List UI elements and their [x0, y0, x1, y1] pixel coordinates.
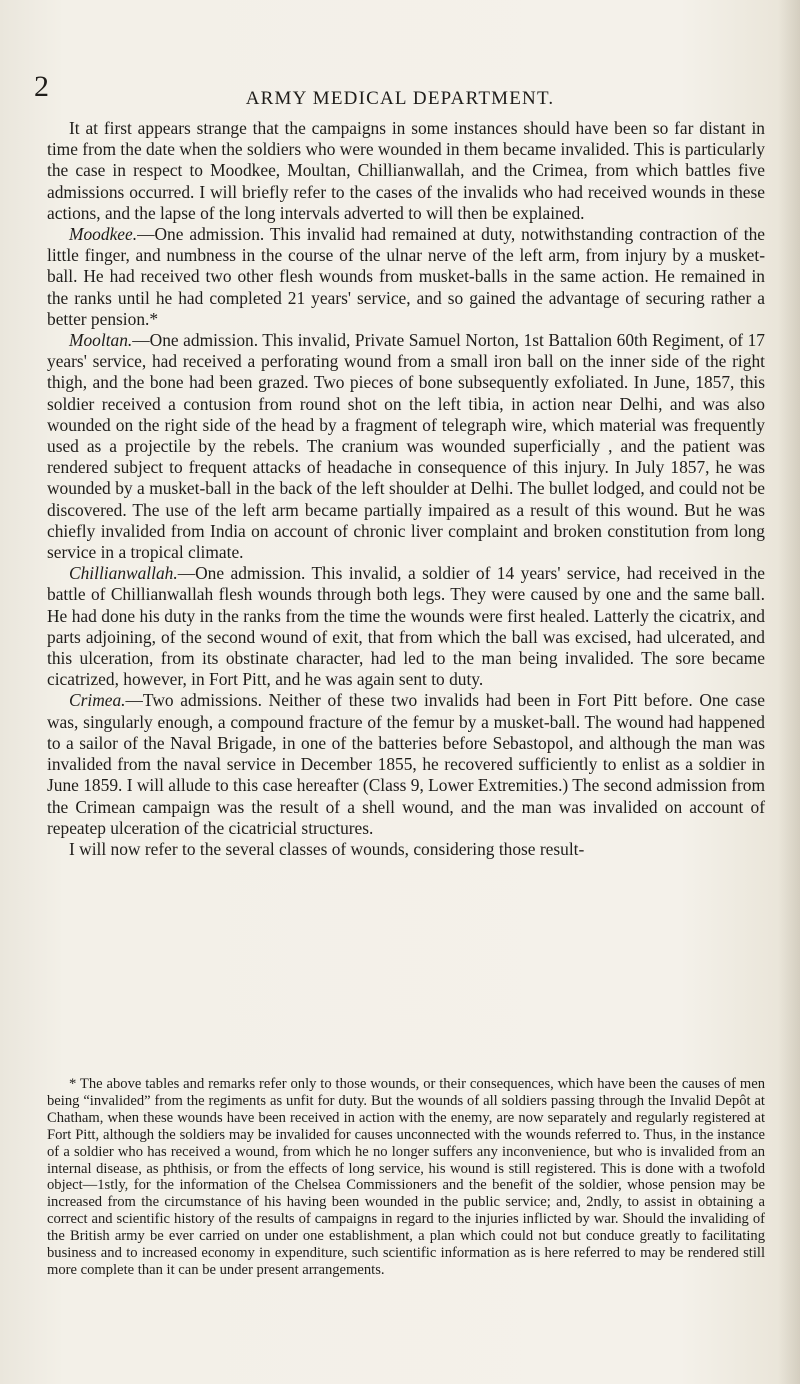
- page-number: 2: [34, 70, 49, 103]
- page-edge-shadow: [778, 0, 800, 1384]
- case-heading: Chillianwallah.: [69, 563, 178, 584]
- paragraph-closing: [47, 839, 765, 860]
- paragraph-crimea: [47, 690, 765, 838]
- paragraph-intro: [47, 118, 765, 224]
- paragraph-text: —One admission. This invalid, Private Samuel Norton, 1st Battalion 60th Regiment, of 17 years' service, had received a perforating wound from a small iron ball on the inner side of the right thigh, and the bone had been grazed. Two pieces of bone subsequently exfoliated. In June, 1857, this soldier received a contusion from round shot on the left tibia, in action near Delhi, and was also wounded on the right side of the head by a fragment of telegraph wire, which material was frequently used as a projectile by the rebels. The cranium was wounded superficially , and the patient was rendered subject to frequent attacks of headache in consequence of this injury. In July 1857, he was wounded by a musket-ball in the back of the left shoulder at Delhi. The bullet lodged, and could not be discovered. The use of the left arm became partially impaired as a result of this wound. But he was chiefly invalided from India on account of chronic liver complaint and broken constitution from long service in a tropical climate.: [47, 330, 765, 563]
- paragraph-text: I will now refer to the several classes of wounds, considering those result-: [69, 838, 585, 859]
- paragraph-chillianwallah: [47, 563, 765, 690]
- case-heading: Mooltan.: [69, 330, 133, 351]
- paragraph-text: —One admission. This invalid, a soldier of 14 years' service, had received in the battle of Chillianwallah flesh wounds through both legs. They were caused by one and the same ball. He had done his duty in the ranks from the time the wounds were first healed. Latterly the cicatrix, and parts adjoining, of the second wound of exit, that from which the ball was excised, had ulcerated, and this ulceration, from its obstinate character, had led to the man being invalided. The sore became cicatrized, however, in Fort Pitt, and he was again sent to duty.: [47, 563, 765, 690]
- running-title: ARMY MEDICAL DEPARTMENT.: [245, 88, 555, 109]
- footnote-text: * The above tables and remarks refer only to those wounds, or their consequences, which have been the causes of men being “invalided” from the regiments as unfit for duty. But the wounds of all soldiers passing through the Invalid Depôt at Chatham, when these wounds have been received in action with the enemy, are now separately and regularly registered at Fort Pitt, although the soldiers may be invalided for causes unconnected with the wounds referred to. Thus, in the instance of a soldier who has received a wound, from which he no longer suffers any inconvenience, but who is invalided from an internal disease, as phthisis, or from the effects of long service, his wound is still registered. This is done with a twofold object—1stly, for the information of the Chelsea Commissioners and the benefit of the soldier, whose pension may be increased from the circumstance of his having been wounded in the public service; and, 2ndly, to assist in obtaining a correct and scientific history of the results of campaigns in regard to the injuries inflicted by war. Should the invaliding of the British army be ever carried on under one establishment, a plan which could not but conduce greatly to facilitating business and to increased economy in expenditure, such scientific information as is here referred to may be rendered still more complete than it can be under present arrangements.: [47, 1076, 765, 1278]
- case-heading: Moodkee.: [69, 224, 138, 245]
- paragraph-mooltan: [47, 330, 765, 563]
- paragraph-text: It at first appears strange that the campaigns in some instances should have been so far distant in time from the date when the soldiers who were wounded in them became invalided. This is particularly the case in respect to Moodkee, Moultan, Chillianwallah, and the Crimea, from which battles five admissions occurred. I will briefly refer to the cases of the invalids who had received wounds in these actions, and the lapse of the long intervals adverted to will then be explained.: [47, 118, 765, 223]
- body-text: [47, 118, 765, 860]
- paragraph-text: —One admission. This invalid had remained at duty, notwithstanding contraction of the little finger, and numbness in the course of the ulnar nerve of the left arm, from injury by a musket-ball. He had received two other flesh wounds from musket-balls in the same action. He remained in the ranks until he had completed 21 years' service, and so gained the advantage of securing rather a better pension.*: [47, 224, 765, 329]
- paragraph-moodkee: [47, 224, 765, 330]
- footnote: [47, 1076, 765, 1279]
- paragraph-text: —Two admissions. Neither of these two invalids had been in Fort Pitt before. One case was, singularly enough, a compound fracture of the femur by a musket-ball. The wound had happened to a sailor of the Naval Brigade, in one of the batteries before Sebastopol, and although the man was invalided from the naval service in December 1855, he recovered sufficiently to enlist as a soldier in June 1859. I will allude to this case hereafter (Class 9, Lower Extremities.) The second admission from the Crimean campaign was the result of a shell wound, and the man was invalided on account of repeatep ulceration of the cicatricial structures.: [47, 690, 765, 838]
- case-heading: Crimea.: [69, 690, 126, 711]
